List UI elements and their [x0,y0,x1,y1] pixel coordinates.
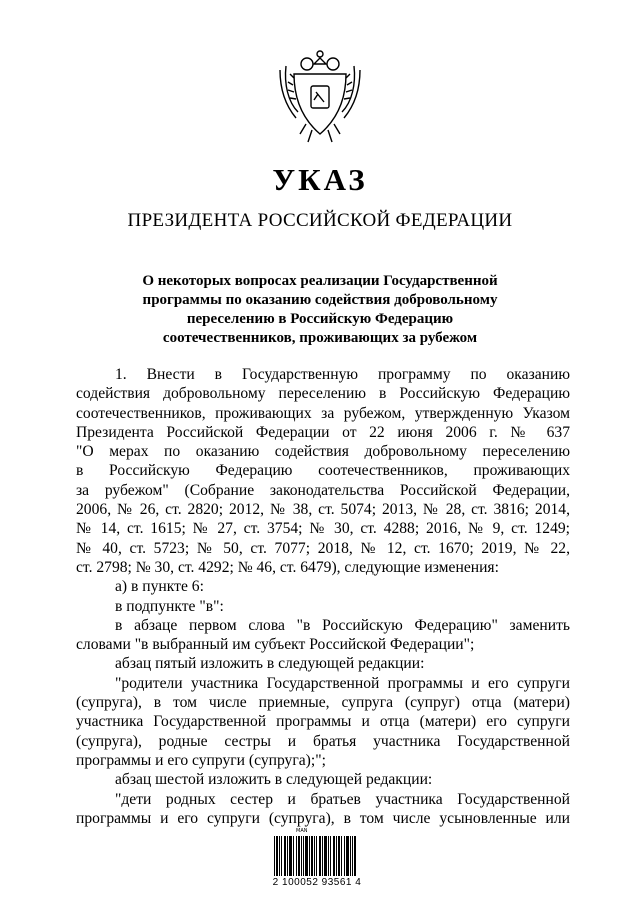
body-line: № 14, ст. 1615; № 27, ст. 3754; № 30, ст. 4288; 2016, № 9, ст. 1249; [76,520,570,538]
body-line: за рубежом" (Собрание законодательства Российской Федерации, [76,481,570,499]
body-line: (супруга), в том числе приемные, супруга (супруг) отца (матери) [76,694,570,712]
body-line: (супруга), родные сестры и братья участника Государственной [76,732,570,750]
body-line: в Российскую Федерацию соотечественников, проживающих [76,462,570,480]
subject-line: переселению в Российскую Федерацию [186,311,454,327]
body-line: в абзаце первом слова "в Российскую Федерацию" заменить [115,616,570,634]
decree-title: УКАЗ [272,162,368,197]
barcode-icon [274,836,356,876]
body-line: № 40, ст. 5723; № 50, ст. 7077; 2018, № 12, ст. 1670; 2019, № 22, [76,539,570,557]
body-line: программы и его супруги (супруга);"; [76,751,326,769]
body-line: программы и его супруги (супруга), в том числе усыновленные или [76,809,570,827]
decree-subject [90,272,550,348]
barcode-number: 2 100052 93561 4 [272,877,362,888]
body-line: словами "в выбранный им субъект Российской Федерации"; [76,636,475,654]
decree-issuer: ПРЕЗИДЕНТА РОССИЙСКОЙ ФЕДЕРАЦИИ [127,210,513,231]
body-line: а) в пункте 6: [115,578,204,596]
body-line: "дети родных сестер и братьев участника Государственной [115,790,570,808]
body-line: "О мерах по оказанию содействия добровольному переселению [76,443,570,461]
subject-line: соотечественников, проживающих за рубежом [162,330,478,346]
coat-of-arms-icon [276,44,364,144]
body-line: "родители участника Государственной программы и его супруги [115,674,570,692]
body-line: 1. Внести в Государственную программу по оказанию [115,366,570,383]
body-line: содействия добровольному переселению в Российскую Федерацию [76,385,570,403]
barcode-top-label: MAN [296,828,308,834]
subject-line: О некоторых вопросах реализации Государственной [142,273,498,289]
body-line: Президента Российской Федерации от 22 июня 2006 г. № 637 [76,423,570,441]
body-line: абзац шестой изложить в следующей редакции: [115,771,433,789]
body-line: участника Государственной программы и отца (матери) его супруги [76,713,570,731]
decree-body [76,365,570,828]
body-line: в подпункте "в": [115,597,224,615]
subject-line: программы по оказанию содействия добровольному [142,292,498,308]
body-line: 2006, № 26, ст. 2820; 2012, № 38, ст. 5074; 2013, № 28, ст. 3816; 2014, [76,501,570,519]
body-line: абзац пятый изложить в следующей редакции: [115,655,425,673]
body-line: соотечественников, проживающих за рубежом, утвержденную Указом [76,404,570,422]
body-line: ст. 2798; № 30, ст. 4292; № 46, ст. 6479), следующие изменения: [76,558,499,576]
